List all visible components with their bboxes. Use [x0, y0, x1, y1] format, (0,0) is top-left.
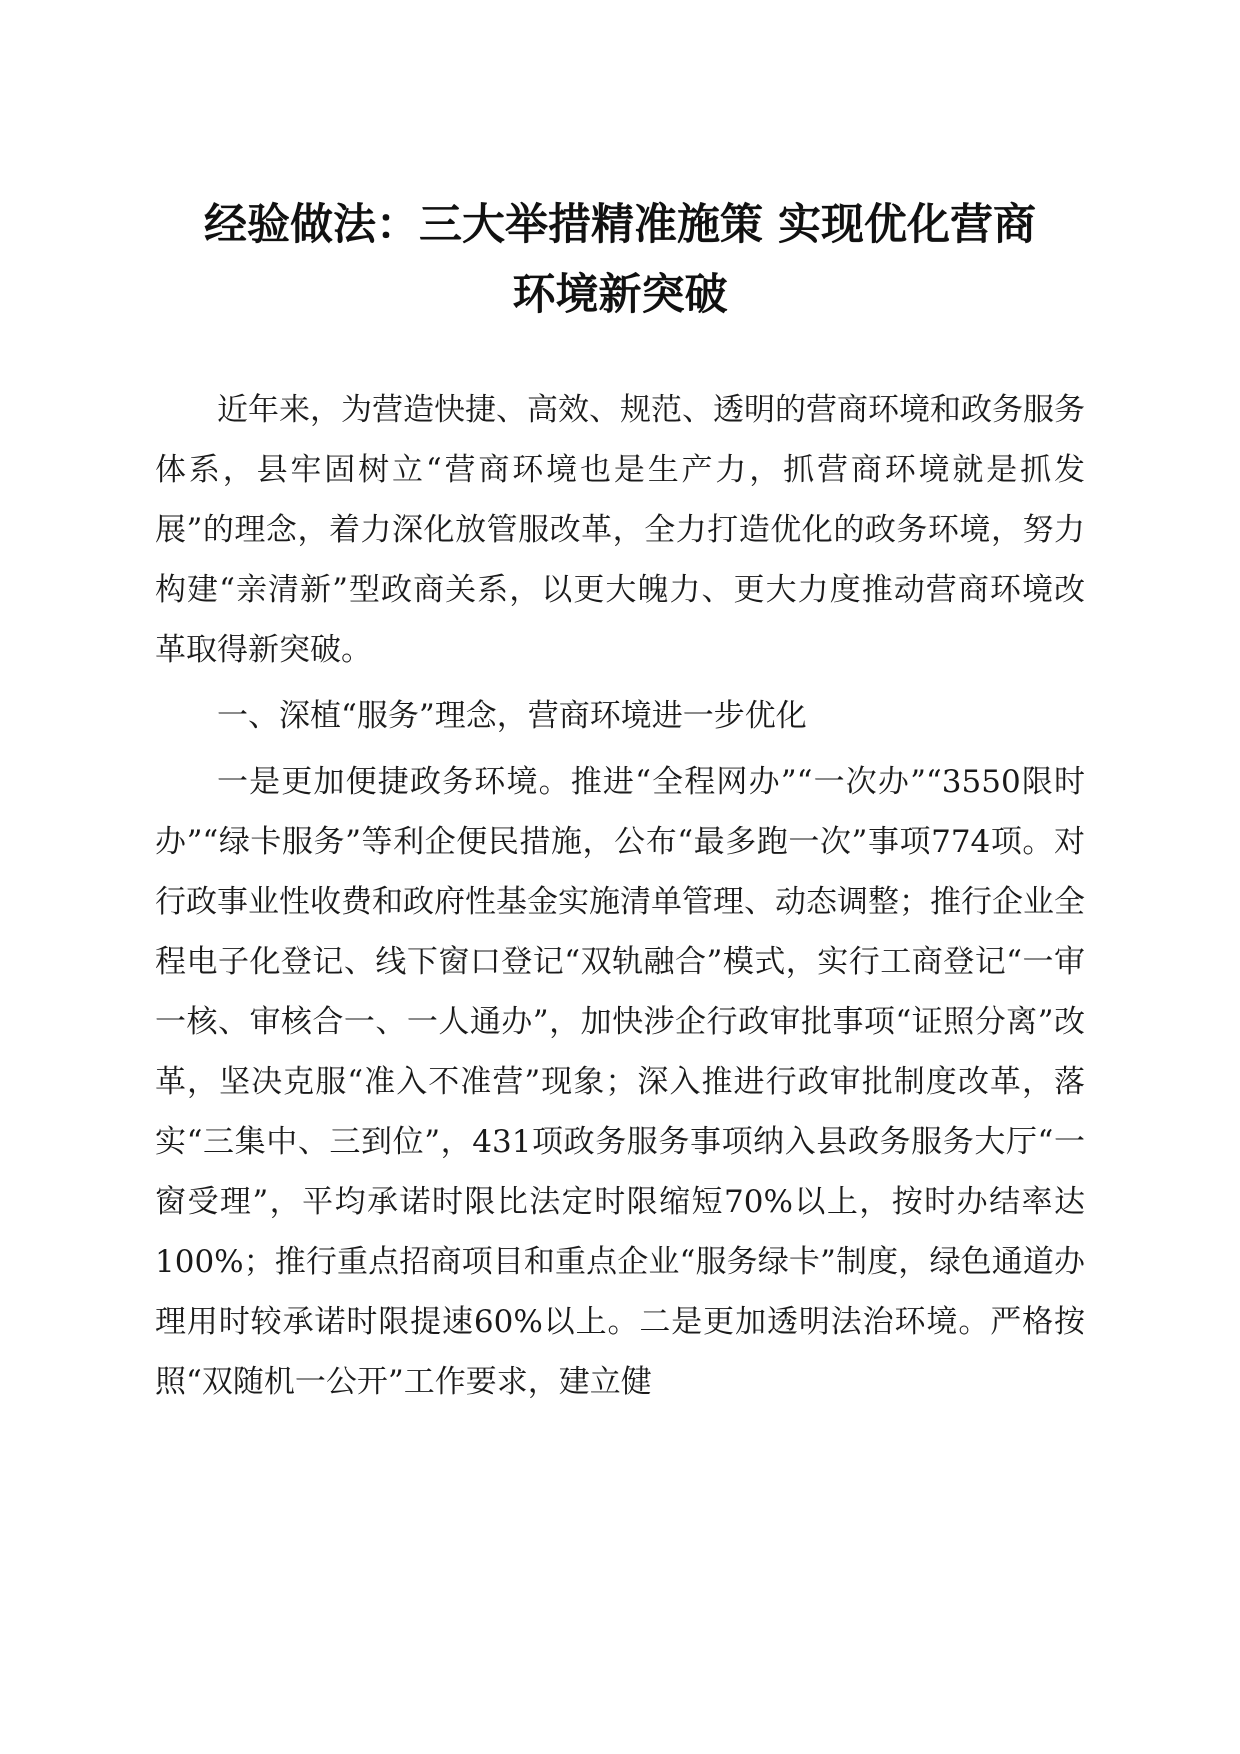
- title-line-1: 经验做法：三大举措精准施策 实现优化营商: [204, 200, 1036, 250]
- title-line-2: 环境新突破: [512, 270, 728, 320]
- document-title: [140, 190, 1100, 330]
- intro-paragraph: 近年来，为营造快捷、高效、规范、透明的营商环境和政务服务体系，县牢固树立“营商环境也是生产力，抓营商环境就是抓发展”的理念，着力深化放管服改革，全力打造优化的政务环境，努力构建“亲清新”型政商关系，以更大魄力、更大力度推动营商环境改革取得新突破。: [155, 392, 1085, 668]
- document-body: [155, 380, 1085, 1412]
- body-paragraph: 一是更加便捷政务环境。推进“全程网办”“一次办”“3550限时办”“绿卡服务”等利企便民措施，公布“最多跑一次”事项774项。对行政事业性收费和政府性基金实施清单管理、动态调整；推行企业全程电子化登记、线下窗口登记“双轨融合”模式，实行工商登记“一审一核、审核合一、一人通办”，加快涉企行政审批事项“证照分离”改革，坚决克服“准入不准营”现象；深入推进行政审批制度改革，落实“三集中、三到位”，431项政务服务事项纳入县政务服务大厅“一窗受理”，平均承诺时限比法定时限缩短70%以上，按时办结率达100%；推行重点招商项目和重点企业“服务绿卡”制度，绿色通道办理用时较承诺时限提速60%以上。二是更加透明法治环境。严格按照“双随机一公开”工作要求，建立健: [155, 764, 1085, 1400]
- section-heading-1: 一、深植“服务”理念，营商环境进一步优化: [217, 698, 807, 734]
